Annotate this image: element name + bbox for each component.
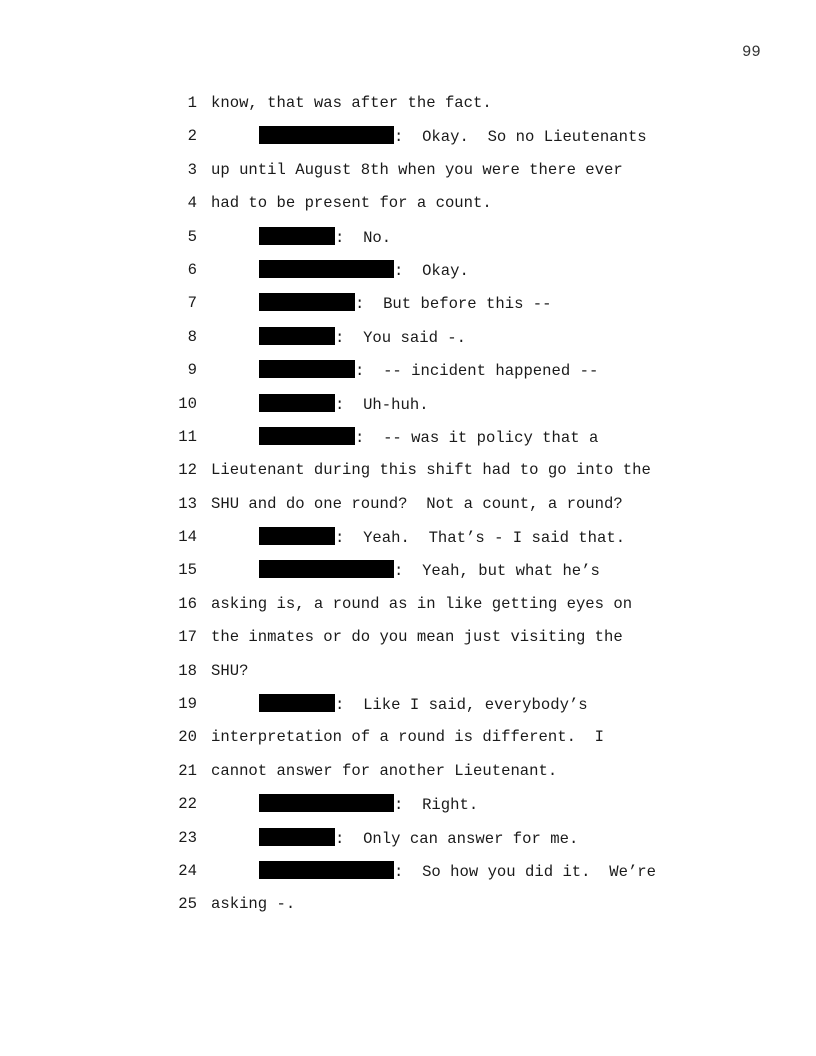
transcript-line <box>0 627 816 660</box>
transcript-line <box>0 460 816 493</box>
line-number: 16 <box>178 594 197 613</box>
transcript-line <box>0 861 816 894</box>
line-number: 24 <box>178 861 197 880</box>
transcript-line <box>0 560 816 593</box>
line-text: : Only can answer for me. <box>335 829 579 848</box>
line-number: 5 <box>187 227 197 246</box>
speaker-redaction <box>259 828 335 846</box>
line-number: 18 <box>178 661 197 680</box>
line-number: 17 <box>178 628 197 647</box>
line-number: 9 <box>187 361 197 380</box>
line-number: 14 <box>178 528 197 547</box>
page-number: 99 <box>742 43 761 61</box>
line-text: : -- was it policy that a <box>355 428 599 447</box>
transcript-line <box>0 193 816 226</box>
speaker-redaction <box>259 126 394 144</box>
speaker-redaction <box>259 260 394 278</box>
speaker-redaction <box>259 360 355 378</box>
speaker-redaction <box>259 394 335 412</box>
line-number: 1 <box>187 94 197 112</box>
transcript-line <box>0 360 816 393</box>
line-text: interpretation of a round is different. I <box>211 728 605 747</box>
line-number: 10 <box>178 394 197 413</box>
transcript-line <box>0 160 816 193</box>
transcript-line <box>0 761 816 794</box>
line-number: 11 <box>178 427 197 446</box>
line-number: 12 <box>178 461 197 480</box>
transcript-line <box>0 260 816 293</box>
line-text: : No. <box>335 228 392 247</box>
line-text: : Uh-huh. <box>335 395 429 414</box>
line-number: 22 <box>178 795 197 814</box>
transcript-line <box>0 494 816 527</box>
line-text: : Yeah, but what he’s <box>394 562 600 581</box>
line-text: SHU and do one round? Not a count, a round? <box>211 494 623 513</box>
speaker-redaction <box>259 293 355 311</box>
line-number: 20 <box>178 728 197 747</box>
speaker-redaction <box>259 560 394 578</box>
line-text: know, that was after the fact. <box>211 94 492 112</box>
line-text: cannot answer for another Lieutenant. <box>211 761 558 780</box>
transcript-line <box>0 894 816 927</box>
line-number: 13 <box>178 494 197 513</box>
line-text: SHU? <box>211 661 249 680</box>
speaker-redaction <box>259 861 394 879</box>
transcript-line <box>0 126 816 159</box>
line-number: 8 <box>187 327 197 346</box>
transcript-line <box>0 327 816 360</box>
line-text: : Like I said, everybody’s <box>335 696 588 715</box>
transcript-line <box>0 527 816 560</box>
line-text: : So how you did it. We’re <box>394 862 657 881</box>
transcript-line <box>0 594 816 627</box>
line-number: 15 <box>178 561 197 580</box>
line-text: asking -. <box>211 895 296 914</box>
line-number: 4 <box>187 194 197 213</box>
line-text: the inmates or do you mean just visiting the <box>211 628 623 647</box>
transcript-line <box>0 227 816 260</box>
line-text: : You said -. <box>335 328 467 347</box>
transcript-body <box>0 93 816 928</box>
speaker-redaction <box>259 794 394 812</box>
speaker-redaction <box>259 427 355 445</box>
line-number: 3 <box>187 160 197 179</box>
transcript-line <box>0 93 816 126</box>
transcript-line <box>0 828 816 861</box>
line-text: : Yeah. That’s - I said that. <box>335 529 626 548</box>
transcript-line <box>0 293 816 326</box>
line-text: asking is, a round as in like getting eyes on <box>211 594 633 613</box>
line-text: had to be present for a count. <box>211 194 492 213</box>
line-text: : Okay. So no Lieutenants <box>394 128 647 147</box>
transcript-line <box>0 727 816 760</box>
speaker-redaction <box>259 327 335 345</box>
line-number: 25 <box>178 895 197 914</box>
line-text: : Okay. <box>394 261 469 280</box>
line-number: 6 <box>187 260 197 279</box>
line-text: up until August 8th when you were there ever <box>211 160 623 179</box>
line-text: Lieutenant during this shift had to go into the <box>211 461 651 480</box>
line-text: : But before this -- <box>355 295 552 314</box>
line-number: 23 <box>178 828 197 847</box>
transcript-line <box>0 394 816 427</box>
transcript-line <box>0 694 816 727</box>
transcript-line <box>0 794 816 827</box>
line-number: 19 <box>178 695 197 714</box>
speaker-redaction <box>259 694 335 712</box>
line-number: 7 <box>187 294 197 313</box>
transcript-line <box>0 661 816 694</box>
line-text: : -- incident happened -- <box>355 362 599 381</box>
line-number: 2 <box>187 127 197 146</box>
speaker-redaction <box>259 527 335 545</box>
speaker-redaction <box>259 227 335 245</box>
line-number: 21 <box>178 761 197 780</box>
transcript-line <box>0 427 816 460</box>
line-text: : Right. <box>394 796 479 815</box>
